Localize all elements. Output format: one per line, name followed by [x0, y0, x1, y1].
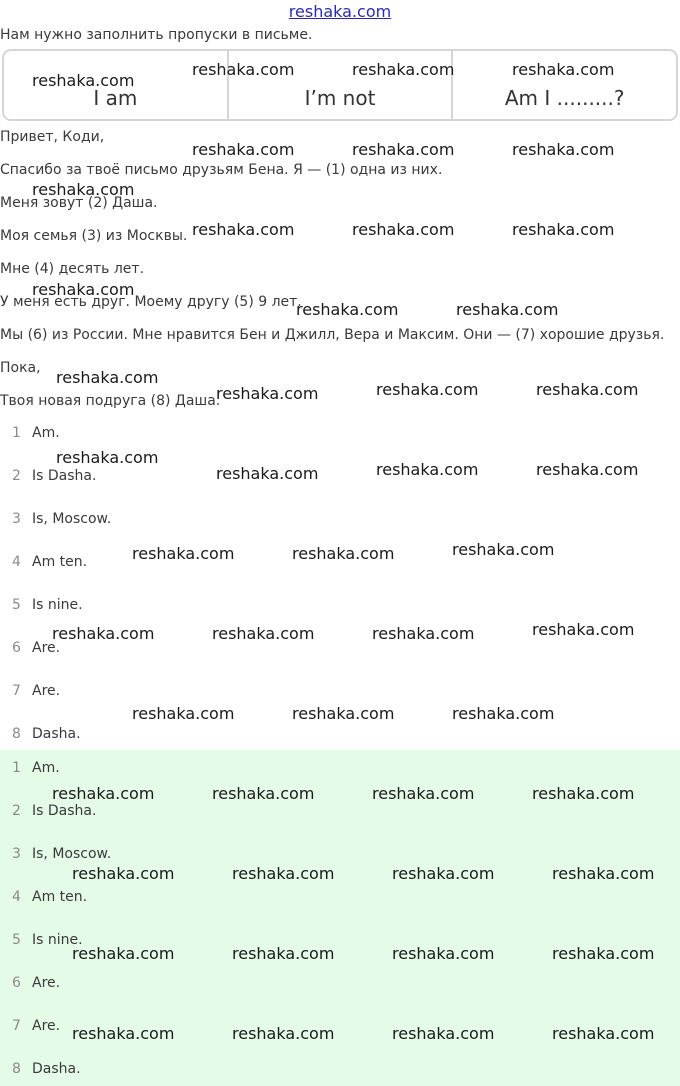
- answer-text: Is Dasha.: [32, 803, 97, 819]
- answer-text: Am ten.: [32, 554, 88, 570]
- answer-list: [0, 415, 680, 750]
- watermark: reshaka.com: [536, 380, 639, 399]
- watermark: reshaka.com: [372, 784, 475, 803]
- watermark: reshaka.com: [72, 864, 175, 883]
- answer-text: Is nine.: [32, 597, 83, 613]
- answer-item: [0, 423, 60, 443]
- watermark: reshaka.com: [216, 384, 319, 403]
- site-link[interactable]: reshaka.com: [288, 2, 392, 21]
- answer-text: Am.: [32, 425, 60, 441]
- answer-text: Dasha.: [32, 726, 81, 742]
- watermark: reshaka.com: [552, 1024, 655, 1043]
- answer-number: 6: [12, 975, 21, 991]
- watermark: reshaka.com: [212, 624, 315, 643]
- watermark: reshaka.com: [532, 620, 635, 639]
- watermark: reshaka.com: [212, 784, 315, 803]
- watermark: reshaka.com: [32, 180, 135, 199]
- answer-text: Am.: [32, 760, 60, 776]
- letter-line: Меня зовут (2) Даша.: [0, 195, 158, 211]
- answer-number: 3: [12, 511, 21, 527]
- watermark: reshaka.com: [392, 1024, 495, 1043]
- watermark: reshaka.com: [56, 368, 159, 387]
- answer-number: 5: [12, 597, 21, 613]
- watermark: reshaka.com: [232, 944, 335, 963]
- answer-number: 5: [12, 932, 21, 948]
- task-intro: Нам нужно заполнить пропуски в письме.: [0, 27, 313, 43]
- watermark: reshaka.com: [32, 71, 135, 90]
- answer-item: [0, 681, 60, 701]
- watermark: reshaka.com: [392, 864, 495, 883]
- answer-number: 8: [12, 1061, 21, 1077]
- answer-number: 3: [12, 846, 21, 862]
- watermark: reshaka.com: [192, 140, 295, 159]
- letter-line: Мы (6) из России. Мне нравится Бен и Джилл, Вера и Максим. Они — (7) хорошие друзья.: [0, 327, 665, 343]
- word-box: [2, 49, 678, 121]
- answer-number: 4: [12, 554, 21, 570]
- word-option-i-am: I am: [93, 86, 138, 110]
- answer-number: 1: [12, 425, 21, 441]
- watermark: reshaka.com: [216, 464, 319, 483]
- watermark: reshaka.com: [192, 220, 295, 239]
- watermark: reshaka.com: [232, 1024, 335, 1043]
- letter-line: Твоя новая подруга (8) Даша.: [0, 393, 221, 409]
- watermark: reshaka.com: [512, 60, 615, 79]
- watermark: reshaka.com: [352, 140, 455, 159]
- answer-item: [0, 930, 83, 950]
- answer-item: [0, 1016, 60, 1036]
- watermark: reshaka.com: [376, 460, 479, 479]
- answer-text: Are.: [32, 640, 61, 656]
- watermark: reshaka.com: [296, 300, 399, 319]
- watermark: reshaka.com: [292, 704, 395, 723]
- letter-line: Мне (4) десять лет.: [0, 261, 145, 277]
- answer-list-highlighted: [0, 750, 680, 1086]
- answer-number: 8: [12, 726, 21, 742]
- answer-text: Are.: [32, 683, 61, 699]
- watermark: reshaka.com: [352, 220, 455, 239]
- letter-line: У меня есть друг. Моему другу (5) 9 лет.: [0, 294, 302, 310]
- answer-number: 4: [12, 889, 21, 905]
- watermark: reshaka.com: [376, 380, 479, 399]
- watermark: reshaka.com: [52, 624, 155, 643]
- answer-item: [0, 973, 60, 993]
- answer-text: Are.: [32, 975, 61, 991]
- answer-text: Dasha.: [32, 1061, 81, 1077]
- answer-text: Am ten.: [32, 889, 88, 905]
- answer-text: Are.: [32, 1018, 61, 1034]
- watermark: reshaka.com: [512, 220, 615, 239]
- answer-number: 2: [12, 803, 21, 819]
- answer-item: [0, 758, 60, 778]
- answer-number: 7: [12, 1018, 21, 1034]
- watermark: reshaka.com: [512, 140, 615, 159]
- letter-line: Пока,: [0, 360, 41, 376]
- watermark: reshaka.com: [452, 704, 555, 723]
- answer-item: [0, 466, 96, 486]
- watermark: reshaka.com: [232, 864, 335, 883]
- word-option-im-not: I’m not: [227, 51, 452, 119]
- watermark: reshaka.com: [372, 624, 475, 643]
- watermark: reshaka.com: [552, 864, 655, 883]
- watermark: reshaka.com: [456, 300, 559, 319]
- answer-number: 1: [12, 760, 21, 776]
- watermark: reshaka.com: [536, 460, 639, 479]
- watermark: reshaka.com: [132, 544, 235, 563]
- watermark: reshaka.com: [352, 60, 455, 79]
- answer-number: 7: [12, 683, 21, 699]
- answer-item: [0, 638, 60, 658]
- watermark: reshaka.com: [132, 704, 235, 723]
- answer-text: Is, Moscow.: [32, 846, 112, 862]
- answer-item: [0, 1059, 81, 1079]
- watermark: reshaka.com: [532, 784, 635, 803]
- watermark: reshaka.com: [452, 540, 555, 559]
- answer-item: [0, 509, 111, 529]
- word-option-am-i: Am I .........?: [451, 51, 676, 119]
- watermark: reshaka.com: [72, 944, 175, 963]
- watermark: reshaka.com: [292, 544, 395, 563]
- answer-text: Is, Moscow.: [32, 511, 112, 527]
- letter-line: Спасибо за твоё письмо друзьям Бена. Я — (1) одна из них.: [0, 162, 443, 178]
- watermark: reshaka.com: [552, 944, 655, 963]
- answer-text: Is Dasha.: [32, 468, 97, 484]
- answer-item: [0, 724, 81, 744]
- watermark: reshaka.com: [32, 280, 135, 299]
- watermark: reshaka.com: [56, 448, 159, 467]
- answer-item: [0, 844, 111, 864]
- watermark: reshaka.com: [72, 1024, 175, 1043]
- watermark: reshaka.com: [192, 60, 295, 79]
- answer-item: [0, 552, 87, 572]
- answer-text: Is nine.: [32, 932, 83, 948]
- answer-number: 6: [12, 640, 21, 656]
- answer-item: [0, 595, 83, 615]
- letter-line: Привет, Коди,: [0, 129, 105, 145]
- letter-line: Моя семья (3) из Москвы.: [0, 228, 188, 244]
- answer-item: [0, 801, 96, 821]
- answer-number: 2: [12, 468, 21, 484]
- watermark: reshaka.com: [392, 944, 495, 963]
- answer-item: [0, 887, 87, 907]
- watermark: reshaka.com: [52, 784, 155, 803]
